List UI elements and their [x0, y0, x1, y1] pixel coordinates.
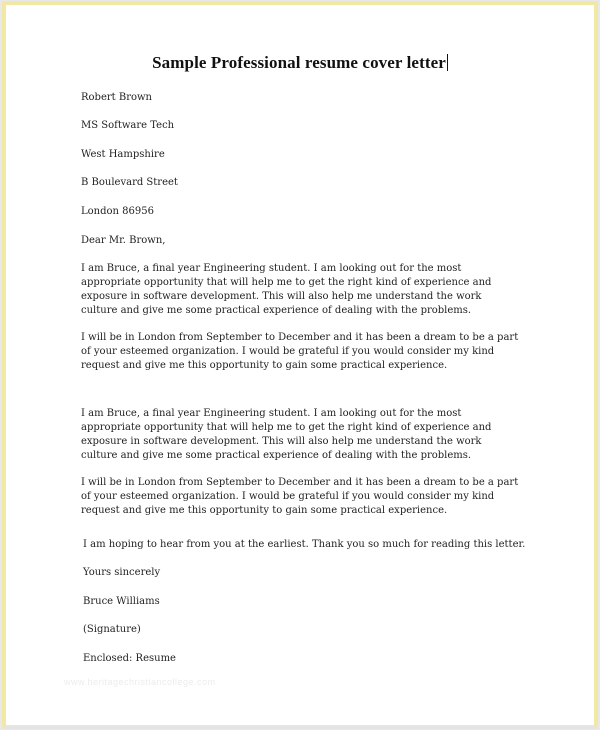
- sender-region: West Hampshire: [81, 149, 165, 160]
- document-title: Sample Professional resume cover letter: [152, 53, 446, 72]
- signer-name: Bruce Williams: [83, 596, 160, 607]
- sender-street: B Boulevard Street: [81, 177, 178, 188]
- body-paragraph-1: I am Bruce, a final year Engineering student. I am looking out for the most appropriate opportunity that will help me to get the right kind of experience and exposure in software development. This will also help me understand the work culture and give me some practical experience of dealing with the problems.: [81, 263, 492, 316]
- sender-name: Robert Brown: [81, 92, 152, 103]
- body-paragraph-4: I will be in London from September to December and it has been a dream to be a part of your esteemed organization. I would be grateful if you would consider my kind request and give me this opportunity to gain some practical experience.: [81, 477, 519, 516]
- sender-city: London 86956: [81, 206, 154, 217]
- body-paragraph-5: I am hoping to hear from you at the earliest. Thank you so much for reading this letter.: [83, 539, 526, 550]
- signature-placeholder: (Signature): [83, 624, 141, 635]
- body-paragraph-2: I will be in London from September to December and it has been a dream to be a part of your esteemed organization. I would be grateful if you would consider my kind request and give me this opportunity to gain some practical experience.: [81, 332, 519, 371]
- body-paragraph-3: I am Bruce, a final year Engineering student. I am looking out for the most appropriate opportunity that will help me to get the right kind of experience and exposure in software development. This will also help me understand the work culture and give me some practical experience of dealing with the problems.: [81, 408, 492, 461]
- watermark: www.heritagechristiancollege.com: [64, 677, 216, 687]
- salutation: Dear Mr. Brown,: [81, 235, 166, 246]
- enclosure-note: Enclosed: Resume: [83, 653, 176, 664]
- text-cursor: [447, 54, 448, 71]
- closing: Yours sincerely: [83, 567, 161, 578]
- sender-company: MS Software Tech: [81, 120, 175, 131]
- document-page: [2, 1, 598, 729]
